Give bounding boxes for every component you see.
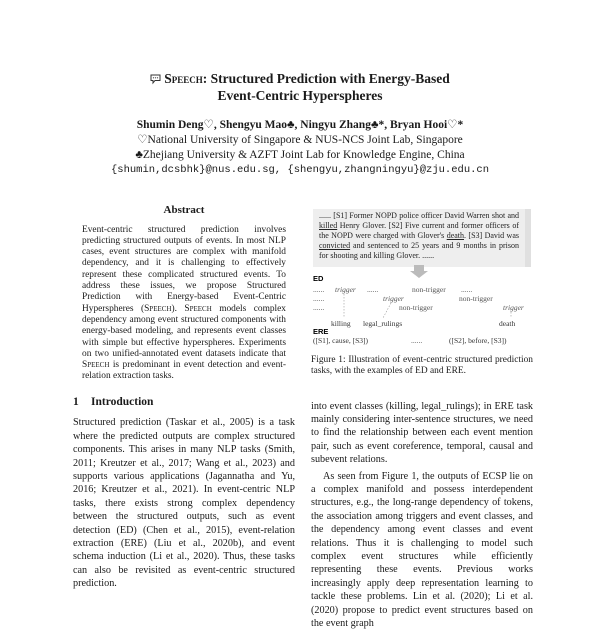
right-paragraph-2: As seen from Figure 1, the outputs of ECSP lie on a complex manifold and possess interdependent structures, e.g., the long-range dependency of tokens, the association among triggers and event classes, and the dependency among event classes and event relations. Thus it is challenging to model such complex event structures while efficiently representing these events. Previous works increasingly apply deep representation learning to tackle these problems. Lin et al. (2020); Li et al. (2020) propose to predict event structures based on the event graph bbox=[311, 470, 533, 630]
ed-row2-trigger: trigger bbox=[383, 294, 404, 303]
ere-label: ERE bbox=[313, 327, 329, 336]
class-killing: killing bbox=[331, 319, 351, 328]
left-column bbox=[73, 205, 295, 591]
ere-relation-left: ([S1], cause, [S3]) bbox=[313, 336, 368, 345]
class-death: death bbox=[499, 319, 516, 328]
class-legal-rulings: legal_rulings bbox=[363, 319, 403, 328]
ed-row1-dots-c: ...... bbox=[461, 285, 473, 294]
abstract-text: Event-centric structured prediction involves predicting structured outputs of events. In most NLP cases, event structures are complex with manifold dependency, and it is challenging to effectively represent these complicated structured events. To address these issues, we propose Structured Prediction with Energy-based Event-Centric Hyperspheres (Speech). Speech models complex dependency among event structured components with energy-based modeling, and represents event classes with simple but effective hyperspheres. Experiments on two unified-annotated event datasets indicate that Speech is predominant in event detection and event-relation extraction tasks. bbox=[82, 224, 286, 382]
figure-example-text: ...... [S1] Former NOPD police officer David Warren shot and killed Henry Glover. [S2] Five current and former officers of the NOPD were charged with Glover's death. [S3] David was convicted and sentenced to 25 years and 9 months in prison for shooting and killing Glover. ...... bbox=[313, 209, 531, 267]
ere-dots: ...... bbox=[411, 336, 423, 345]
ed-row3-dots-a: ...... bbox=[313, 303, 325, 312]
abstract-heading: Abstract bbox=[163, 204, 205, 216]
intro-paragraph: Structured prediction (Taskar et al., 2005) is a task where the predicted outputs are complex structured components. This arises in many NLP tasks (Smith, 2011; Kreutzer et al., 2017; Wang et al., 2023) and supports various applications (Jagannatha and Yu, 2016; Kreutzer et al., 2021). In event-centric NLP tasks, there exists strong complex dependency between the structured outputs, such as event detection (ED) (Chen et al., 2015), event-relation extraction (ERE) (Liu et al., 2020b), and event schema induction (Li et al., 2020). Thus, these tasks can also be revisited as event-centric structured prediction. bbox=[73, 417, 295, 590]
ed-row1-dots-b: ...... bbox=[367, 285, 379, 294]
section-title: Introduction bbox=[91, 395, 154, 408]
ed-row3-trigger: trigger bbox=[503, 303, 524, 312]
right-paragraph-continued: into event classes (killing, legal_rulings); in ERE task mainly considering inter-sentence structures, we need to find the relationship between each event mention pair, such as event coreference, temporal, causal and subevent relations. bbox=[311, 400, 533, 466]
title-line-1 bbox=[60, 70, 540, 87]
author-emails: {shumin,dcsbhk}@nus.edu.sg, {shengyu,zhangningyu}@zju.edu.cn bbox=[110, 164, 490, 176]
figure-diagram bbox=[311, 265, 533, 347]
down-arrow-icon bbox=[410, 265, 428, 278]
ed-label: ED bbox=[313, 274, 324, 283]
ed-row1-dots-a: ...... bbox=[313, 285, 325, 294]
section-number: 1 bbox=[73, 395, 79, 408]
title-line-2: Event-Centric Hyperspheres bbox=[217, 88, 383, 103]
ed-row1-trigger: trigger bbox=[335, 285, 356, 294]
affiliation-1: ♡National University of Singapore & NUS-NCS Joint Lab, Singapore bbox=[137, 134, 463, 146]
ere-relation-right: ([S2], before, [S3]) bbox=[449, 336, 507, 345]
author-block bbox=[60, 118, 540, 178]
ed-row2-nontrigger: non-trigger bbox=[459, 294, 493, 303]
ed-row1-nontrigger: non-trigger bbox=[412, 285, 446, 294]
right-column bbox=[311, 205, 533, 631]
paper-title bbox=[60, 70, 540, 104]
figure-caption: Figure 1: Illustration of event-centric structured prediction tasks, with the examples of ED and ERE. bbox=[311, 355, 533, 377]
author-names: Shumin Deng♡, Shengyu Mao♣, Ningyu Zhang♣*, Bryan Hooi♡* bbox=[136, 119, 464, 131]
affiliation-2: ♣Zhejiang University & AZFT Joint Lab for Knowledge Engine, China bbox=[135, 149, 465, 161]
ed-row3-nontrigger: non-trigger bbox=[399, 303, 433, 312]
connector-legal bbox=[383, 303, 391, 318]
section-heading-introduction bbox=[73, 397, 295, 409]
speech-bubble-icon bbox=[150, 74, 161, 84]
ed-row2-dots-a: ...... bbox=[313, 294, 325, 303]
figure-1 bbox=[311, 207, 533, 347]
system-name: Speech bbox=[164, 71, 203, 86]
title-rest: : Structured Prediction with Energy-Based bbox=[202, 71, 450, 86]
